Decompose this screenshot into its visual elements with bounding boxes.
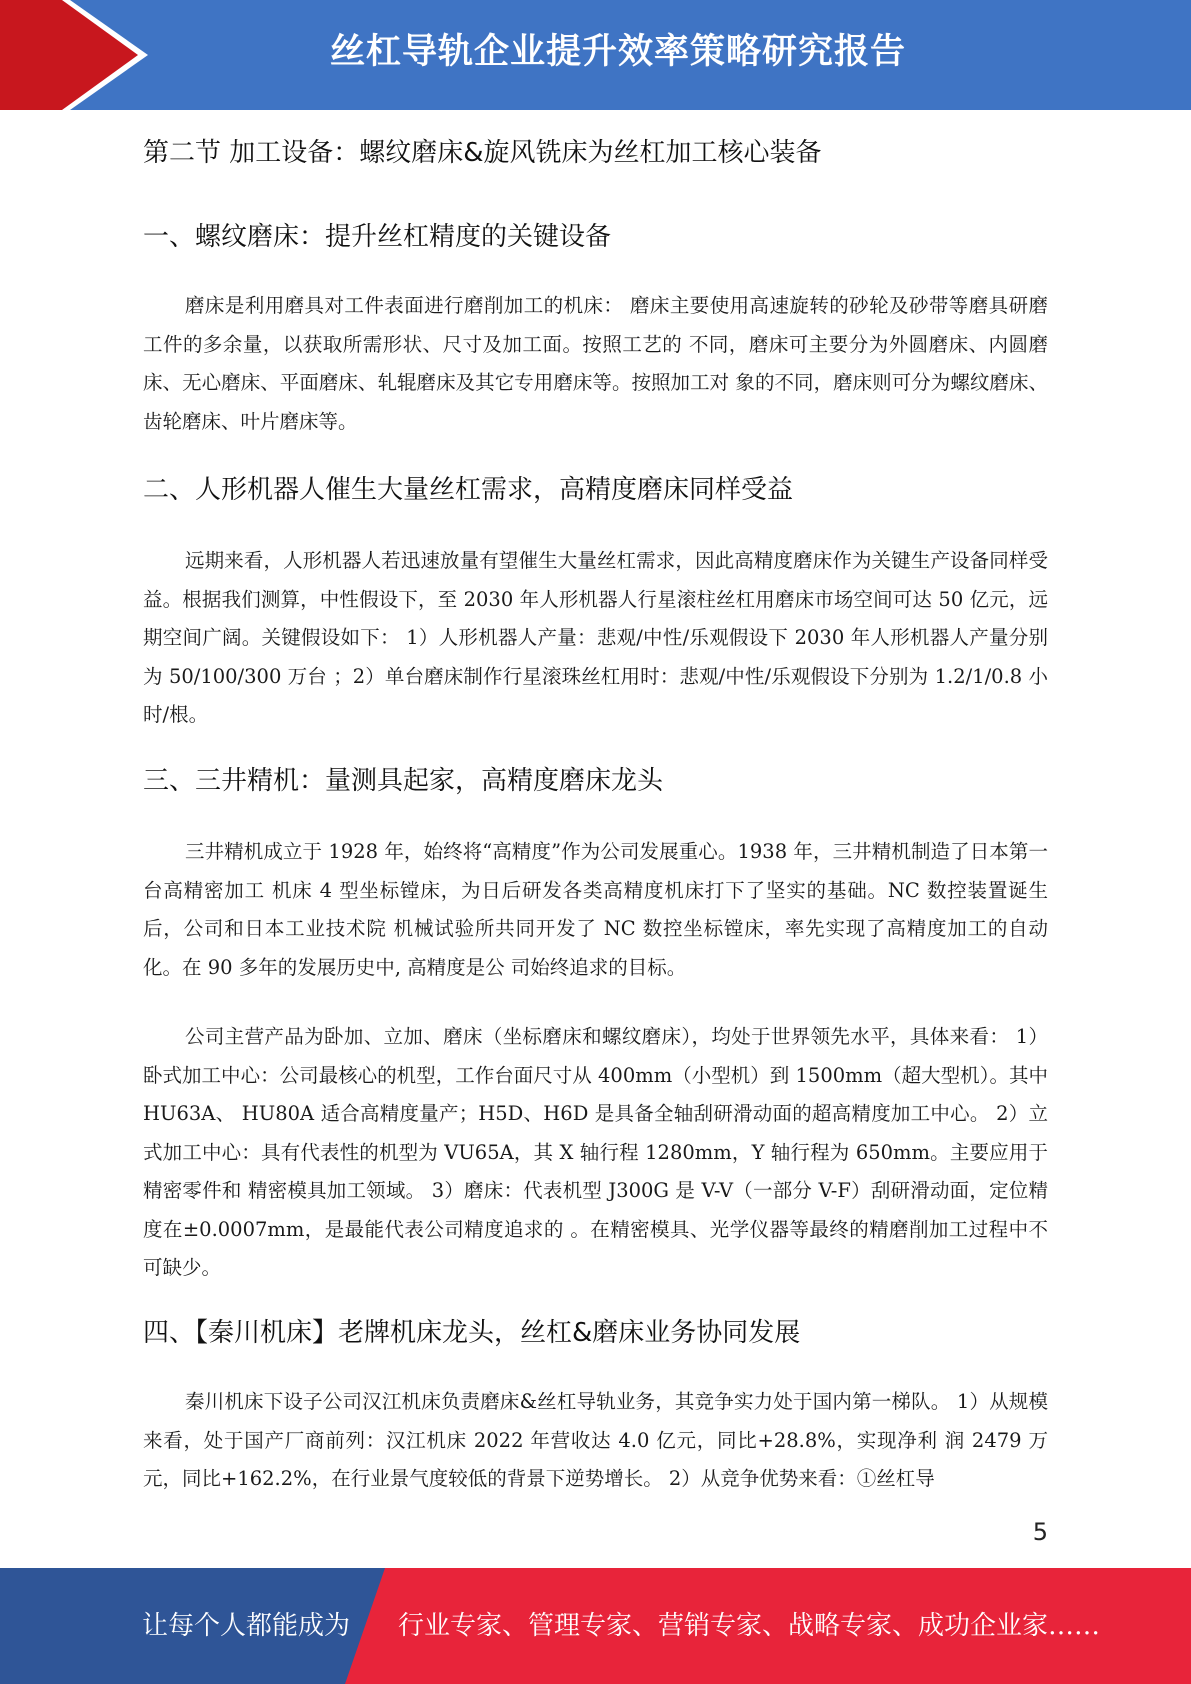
section-heading-qinchuan: 四、【秦川机床】老牌机床龙头，丝杠&磨床业务协同发展 (143, 1318, 801, 1348)
page-number: 5 (1032, 1518, 1048, 1546)
header-banner (0, 0, 1191, 110)
paragraph-grinder: 磨床是利用磨具对工件表面进行磨削加工的机床： 磨床主要使用高速旋转的砂轮及砂带等磨具研磨工件的多余量，以获取所需形状、尺寸及加工面。按照工艺的 不同，磨床可主要分为外圆磨床、内圆磨床、无心磨床、平面磨床、轧辊磨床及其它专用磨床等。按照加工对 象的不同，磨床则可分为螺纹磨床、齿轮磨床、叶片磨床等。 (143, 294, 1048, 433)
paragraph-qinchuan: 秦川机床下设子公司汉江机床负责磨床&丝杠导轨业务，其竞争实力处于国内第一梯队。 1）从规模来看，处于国产厂商前列：汉江机床 2022 年营收达 4.0 亿元，同比+28.8%，实现净利 润 2479 万元，同比+162.2%，在行业景气度较低的背景下逆势增长。 2）从竞争优势来看：①丝杠导 (143, 1390, 1048, 1490)
red-chevron-decoration (0, 0, 150, 110)
section-heading-mitsui: 三、三井精机：量测具起家，高精度磨床龙头 (143, 766, 664, 796)
footer-slogan-right: 行业专家、管理专家、营销专家、战略专家、成功企业家…… (398, 1611, 1101, 1641)
section-heading-robot: 二、人形机器人催生大量丝杠需求，高精度磨床同样受益 (143, 475, 794, 505)
paragraph-robot: 远期来看，人形机器人若迅速放量有望催生大量丝杠需求，因此高精度磨床作为关键生产设备同样受益。根据我们测算，中性假设下，至 2030 年人形机器人行星滚柱丝杠用磨床市场空间可达 50 亿元，远期空间广阔。关键假设如下： 1）人形机器人产量：悲观/中性/乐观假设下 2030 年人形机器人产量分别为 50/100/300 万台 ；2）单台磨床制作行星滚珠丝杠用时：悲观/中性/乐观假设下分别为 1.2/1/0.8 小时/根。 (143, 549, 1048, 726)
paragraph-mitsui-history: 三井精机成立于 1928 年，始终将“高精度”作为公司发展重心。1938 年，三井精机制造了日本第一台高精密加工 机床 4 型坐标镗床，为日后研发各类高精度机床打下了坚实的基础。NC 数控装置诞生后，公司和日本工业技术院 机械试验所共同开发了 NC 数控坐标镗床，率先实现了高精度加工的自动化。在 90 多年的发展历史中, 高精度是公 司始终追求的目标。 (143, 840, 1048, 979)
section-heading-2: 第二节 加工设备：螺纹磨床&旋风铣床为丝杠加工核心装备 (143, 138, 822, 168)
report-title: 丝杠导轨企业提升效率策略研究报告 (330, 32, 907, 72)
paragraph-mitsui-products: 公司主营产品为卧加、立加、磨床（坐标磨床和螺纹磨床），均处于世界领先水平，具体来看： 1）卧式加工中心：公司最核心的机型，工作台面尺寸从 400mm（小型机）到 1500mm（超大型机）。其中 HU63A、 HU80A 适合高精度量产；H5D、H6D 是具备全轴刮研滑动面的超高精度加工中心。 2）立式加工中心：具有代表性的机型为 VU65A，其 X 轴行程 1280mm，Y 轴行程为 650mm。主要应用于精密零件和 精密模具加工领域。 3）磨床：代表机型 J300G 是 V-V（一部分 V-F）刮研滑动面，定位精度在±0.0007mm，是最能代表公司精度追求的 。在精密模具、光学仪器等最终的精磨削加工过程中不可缺少。 (143, 1025, 1048, 1279)
section-heading-grinder: 一、螺纹磨床：提升丝杠精度的关键设备 (143, 222, 612, 252)
footer-slogan-left: 让每个人都能成为 (142, 1611, 351, 1641)
footer-banner (0, 1568, 1191, 1684)
